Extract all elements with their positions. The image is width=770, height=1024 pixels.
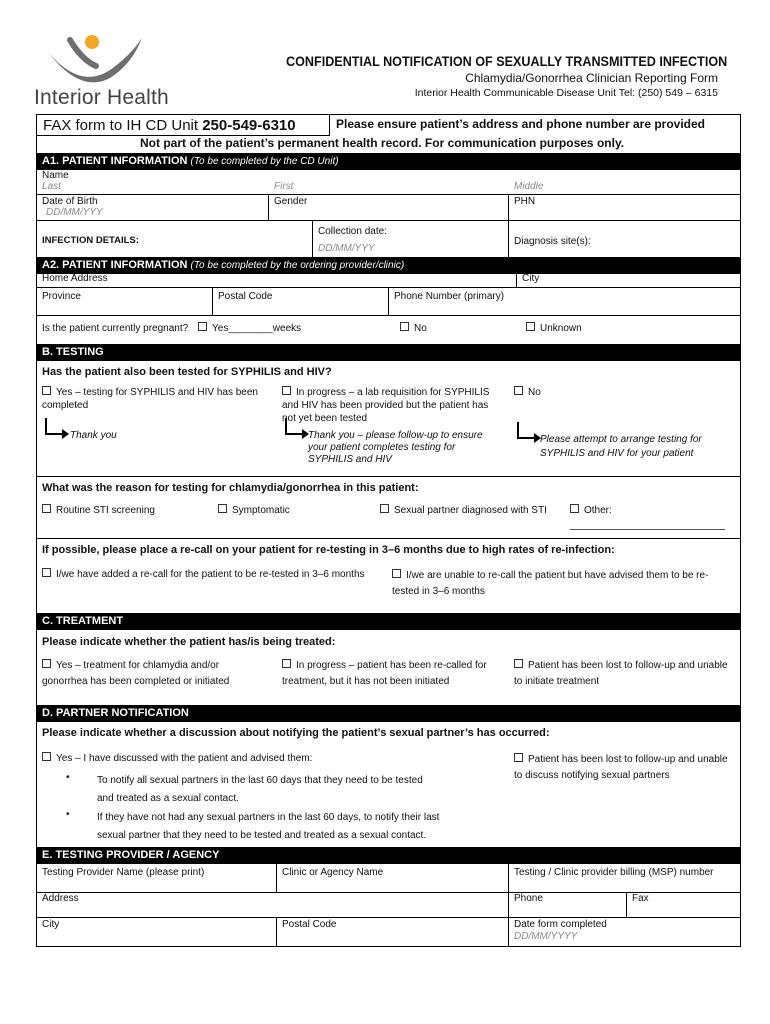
fax-box	[36, 114, 330, 136]
divider	[36, 476, 741, 477]
section-b-header: B. TESTING	[36, 344, 741, 361]
diagnosis-site-label: Diagnosis site(s):	[514, 236, 591, 247]
divider	[626, 892, 627, 917]
tested-no-label: No	[528, 387, 541, 398]
partner-instruction-2: If they have not had any sexual partners in the last 60 days, to notify their last sexual partner that they need to be tested and treated as a sexual contact.	[97, 812, 440, 841]
form-subtitle: Chlamydia/Gonorrhea Clinician Reporting Form	[465, 71, 718, 85]
name-label: Name	[42, 170, 69, 181]
pregnant-unknown-label: Unknown	[540, 323, 582, 334]
collection-date-field[interactable]: DD/MM/YYY	[318, 243, 375, 254]
section-a2-title: A2. PATIENT INFORMATION	[42, 259, 188, 271]
partner-question: Please indicate whether a discussion about notifying the patient’s sexual partner’s has occurred:	[42, 727, 550, 739]
reason-symptomatic-label: Symptomatic	[232, 505, 290, 516]
postal-code-label: Postal Code	[282, 919, 337, 930]
tested-in-progress-label: In progress – a lab requisition for SYPHILIS and HIV has been provided but the patient has not yet been tested	[282, 387, 490, 424]
date-completed-field[interactable]: DD/MM/YYYY	[514, 931, 578, 942]
checkbox[interactable]	[392, 569, 401, 578]
disclaimer: Not part of the patient’s permanent health record. For communication purposes only.	[140, 136, 625, 150]
tested-yes-option[interactable]	[42, 386, 268, 412]
section-a1-note: (To be completed by the CD Unit)	[190, 156, 339, 167]
checkbox[interactable]	[514, 753, 523, 762]
treatment-yes-option[interactable]	[42, 658, 262, 690]
testing-reason-question: What was the reason for testing for chlamydia/gonorrhea in this patient:	[42, 482, 419, 494]
form-title: CONFIDENTIAL NOTIFICATION OF SEXUALLY TRANSMITTED INFECTION	[286, 53, 728, 69]
last-name-field[interactable]: Last	[42, 181, 61, 192]
divider	[36, 538, 741, 539]
reason-partner-label: Sexual partner diagnosed with STI	[394, 505, 547, 516]
treatment-in-progress-label: In progress – patient has been re-called for treatment, but it has not been initiated	[282, 660, 487, 687]
address-notice: Please ensure patient’s address and phone number are provided	[336, 117, 705, 131]
section-e-header: E. TESTING PROVIDER / AGENCY	[36, 847, 741, 864]
recall-yes-label: I/we have added a re-call for the patient to be re-tested in 3–6 months	[56, 569, 365, 580]
checkbox[interactable]	[42, 659, 51, 668]
fax-prefix: FAX form to IH CD Unit	[43, 117, 203, 134]
treatment-lost-label: Patient has been lost to follow-up and unable to initiate treatment	[514, 660, 728, 687]
pregnant-no-option[interactable]	[400, 322, 427, 335]
checkbox[interactable]	[282, 386, 291, 395]
divider	[212, 287, 213, 315]
unit-contact: Interior Health Communicable Disease Unit Tel: (250) 549 – 6315	[414, 87, 718, 99]
checkbox[interactable]	[526, 322, 535, 331]
treatment-lost-option[interactable]	[514, 658, 736, 690]
checkbox[interactable]	[380, 504, 389, 513]
tested-in-progress-option[interactable]	[282, 386, 494, 425]
section-d-header: D. PARTNER NOTIFICATION	[36, 705, 741, 722]
checkbox[interactable]	[400, 322, 409, 331]
phone-label: Phone Number (primary)	[394, 291, 505, 302]
pregnant-unknown-option[interactable]	[526, 322, 582, 335]
fax-label: Fax	[632, 893, 649, 904]
treatment-yes-label: Yes – treatment for chlamydia and/or gonorrhea has been completed or initiated	[42, 660, 230, 687]
divider	[508, 194, 509, 258]
reason-routine-option[interactable]	[42, 504, 155, 517]
infection-details-label: INFECTION DETAILS:	[42, 235, 139, 246]
phn-label: PHN	[514, 196, 536, 207]
middle-name-field[interactable]: Middle	[514, 181, 544, 192]
partner-yes-option[interactable]	[42, 752, 312, 765]
checkbox[interactable]	[42, 568, 51, 577]
divider	[36, 194, 741, 195]
date-completed-label: Date form completed	[514, 919, 607, 930]
other-reason-field[interactable]	[570, 529, 725, 530]
reason-other-label: Other:	[584, 505, 612, 516]
first-name-field[interactable]: First	[274, 181, 294, 192]
pregnant-no-label: No	[414, 323, 427, 334]
checkbox[interactable]	[514, 659, 523, 668]
pregnant-question: Is the patient currently pregnant?	[42, 323, 189, 334]
partner-lost-option[interactable]	[514, 752, 736, 784]
dob-label: Date of Birth	[42, 196, 98, 207]
logo	[34, 30, 174, 110]
address-label: Address	[42, 893, 79, 904]
divider	[36, 220, 741, 221]
billing-number-label: Testing / Clinic provider billing (MSP) number	[514, 867, 714, 878]
divider	[388, 287, 389, 315]
recall-no-option[interactable]	[392, 568, 722, 600]
divider	[276, 917, 277, 947]
reason-partner-option[interactable]	[380, 504, 547, 517]
home-address-label: Home Address	[42, 273, 108, 284]
dob-field[interactable]: DD/MM/YYY	[46, 207, 103, 218]
tested-yes-label: Yes – testing for SYPHILIS and HIV has been completed	[42, 387, 258, 411]
section-a1-title: A1. PATIENT INFORMATION	[42, 155, 188, 167]
checkbox[interactable]	[42, 504, 51, 513]
phone-label: Phone	[514, 893, 543, 904]
provider-name-label: Testing Provider Name (please print)	[42, 867, 205, 878]
divider	[36, 917, 741, 918]
checkbox[interactable]	[514, 386, 523, 395]
pregnant-yes-option[interactable]	[198, 322, 301, 335]
recall-no-label: I/we are unable to re-call the patient but have advised them to be re-tested in 3–6 months	[392, 570, 709, 597]
partner-lost-label: Patient has been lost to follow-up and unable to discuss notifying sexual partners	[514, 754, 728, 781]
city-label: City	[42, 919, 60, 930]
arrow-icon	[516, 422, 542, 444]
reason-other-option[interactable]	[570, 504, 612, 517]
reason-routine-label: Routine STI screening	[56, 505, 155, 516]
bullet-icon: •	[66, 772, 70, 783]
clinic-name-label: Clinic or Agency Name	[282, 867, 384, 878]
divider	[36, 315, 741, 316]
syphilis-hiv-question: Has the patient also been tested for SYPHILIS and HIV?	[42, 366, 332, 378]
section-a2-header	[36, 257, 741, 274]
logo-mark-icon	[40, 30, 150, 90]
divider	[516, 273, 517, 287]
arrow-icon	[284, 418, 310, 440]
checkbox[interactable]	[282, 659, 291, 668]
checkbox[interactable]	[42, 752, 51, 761]
bullet-icon: •	[66, 809, 70, 820]
pregnant-yes-label: Yes________weeks	[212, 323, 302, 334]
checkbox[interactable]	[198, 322, 207, 331]
org-name: Interior Health	[34, 86, 169, 109]
fax-line	[43, 117, 296, 134]
tested-yes-note: Thank you	[70, 430, 117, 441]
checkbox[interactable]	[570, 504, 579, 513]
arrow-icon	[44, 418, 70, 440]
partner-yes-label: Yes – I have discussed with the patient and advised them:	[56, 753, 313, 764]
divider	[276, 864, 277, 892]
partner-instruction-1: To notify all sexual partners in the last 60 days that they need to be tested and treated as a sexual contact.	[97, 775, 423, 804]
divider	[268, 194, 269, 220]
fax-number: 250-549-6310	[202, 117, 296, 134]
treatment-in-progress-option[interactable]	[282, 658, 497, 690]
divider	[508, 864, 509, 947]
section-a2-note: (To be completed by the ordering provider/clinic)	[190, 260, 405, 271]
checkbox[interactable]	[218, 504, 227, 513]
divider	[312, 220, 313, 258]
section-c-header: C. TREATMENT	[36, 613, 741, 630]
tested-in-progress-note: Thank you – please follow-up to ensure your patient completes testing for SYPHILIS and HIV	[308, 430, 483, 465]
collection-date-label: Collection date:	[318, 226, 387, 237]
province-label: Province	[42, 291, 81, 302]
city-label: City	[522, 273, 540, 284]
checkbox[interactable]	[42, 386, 51, 395]
section-a1-header	[36, 153, 741, 170]
tested-no-option[interactable]	[514, 386, 541, 399]
recall-question: If possible, please place a re-call on your patient for re-testing in 3–6 months due to high rates of re-infection:	[42, 544, 615, 556]
recall-yes-option[interactable]	[42, 568, 382, 581]
gender-label: Gender	[274, 196, 308, 207]
tested-no-note: Please attempt to arrange testing for SYPHILIS and HIV for your patient	[540, 434, 702, 459]
treatment-question: Please indicate whether the patient has/is being treated:	[42, 636, 336, 648]
reason-symptomatic-option[interactable]	[218, 504, 290, 517]
postal-code-label: Postal Code	[218, 291, 273, 302]
